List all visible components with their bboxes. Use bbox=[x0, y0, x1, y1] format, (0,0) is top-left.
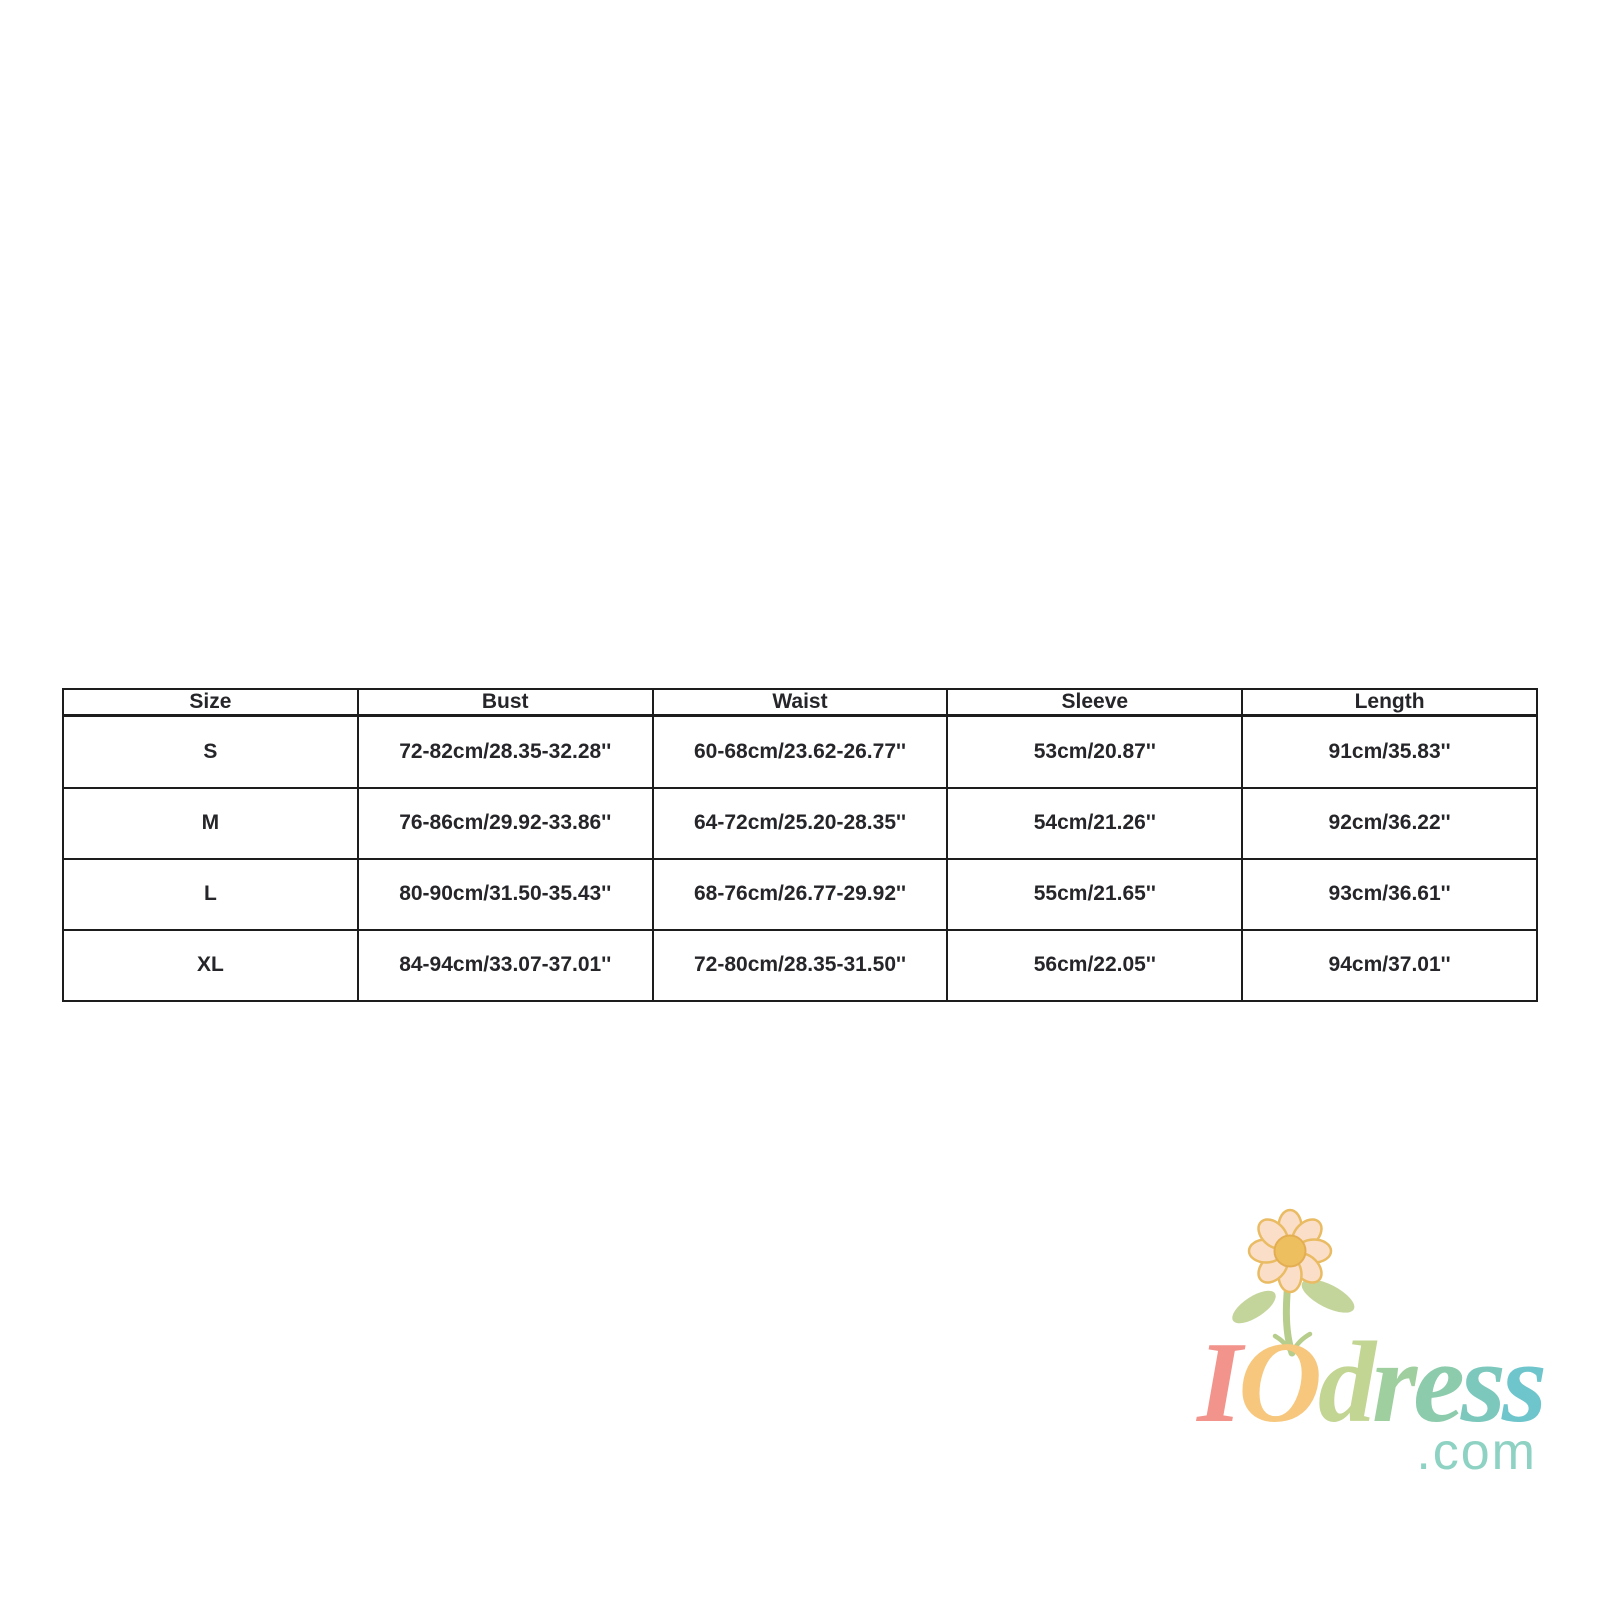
brand-letter: s bbox=[1501, 1319, 1543, 1447]
brand-letter: r bbox=[1372, 1319, 1414, 1447]
column-header-waist: Waist bbox=[653, 689, 948, 716]
cell-sleeve: 56cm/22.05'' bbox=[947, 930, 1242, 1001]
table-row-l bbox=[63, 859, 1537, 930]
cell-waist: 72-80cm/28.35-31.50'' bbox=[653, 930, 948, 1001]
size-chart-body bbox=[63, 716, 1537, 1002]
table-row-xl bbox=[63, 930, 1537, 1001]
header-row bbox=[63, 689, 1537, 716]
brand-domain-suffix: .com bbox=[1416, 1423, 1537, 1481]
size-chart-header bbox=[63, 689, 1537, 716]
cell-size: XL bbox=[63, 930, 358, 1001]
table-row-m bbox=[63, 788, 1537, 859]
brand-letter: I bbox=[1197, 1319, 1239, 1447]
column-header-sleeve: Sleeve bbox=[947, 689, 1242, 716]
flower-center bbox=[1275, 1236, 1306, 1267]
cell-waist: 64-72cm/25.20-28.35'' bbox=[653, 788, 948, 859]
brand-letter: s bbox=[1460, 1319, 1502, 1447]
cell-length: 94cm/37.01'' bbox=[1242, 930, 1537, 1001]
brand-letter: O bbox=[1238, 1319, 1319, 1447]
cell-bust: 76-86cm/29.92-33.86'' bbox=[358, 788, 653, 859]
column-header-bust: Bust bbox=[358, 689, 653, 716]
cell-waist: 68-76cm/26.77-29.92'' bbox=[653, 859, 948, 930]
cell-waist: 60-68cm/23.62-26.77'' bbox=[653, 716, 948, 788]
cell-size: S bbox=[63, 716, 358, 788]
brand-letter: d bbox=[1318, 1319, 1373, 1447]
column-header-length: Length bbox=[1242, 689, 1537, 716]
cell-size: M bbox=[63, 788, 358, 859]
cell-length: 93cm/36.61'' bbox=[1242, 859, 1537, 930]
cell-bust: 72-82cm/28.35-32.28'' bbox=[358, 716, 653, 788]
cell-bust: 84-94cm/33.07-37.01'' bbox=[358, 930, 653, 1001]
cell-sleeve: 53cm/20.87'' bbox=[947, 716, 1242, 788]
cell-size: L bbox=[63, 859, 358, 930]
cell-length: 91cm/35.83'' bbox=[1242, 716, 1537, 788]
brand-letter: e bbox=[1413, 1319, 1461, 1447]
cell-length: 92cm/36.22'' bbox=[1242, 788, 1537, 859]
column-header-size: Size bbox=[63, 689, 358, 716]
table-row-s bbox=[63, 716, 1537, 788]
cell-sleeve: 55cm/21.65'' bbox=[947, 859, 1242, 930]
cell-sleeve: 54cm/21.26'' bbox=[947, 788, 1242, 859]
size-chart-table bbox=[62, 688, 1538, 1002]
cell-bust: 80-90cm/31.50-35.43'' bbox=[358, 859, 653, 930]
